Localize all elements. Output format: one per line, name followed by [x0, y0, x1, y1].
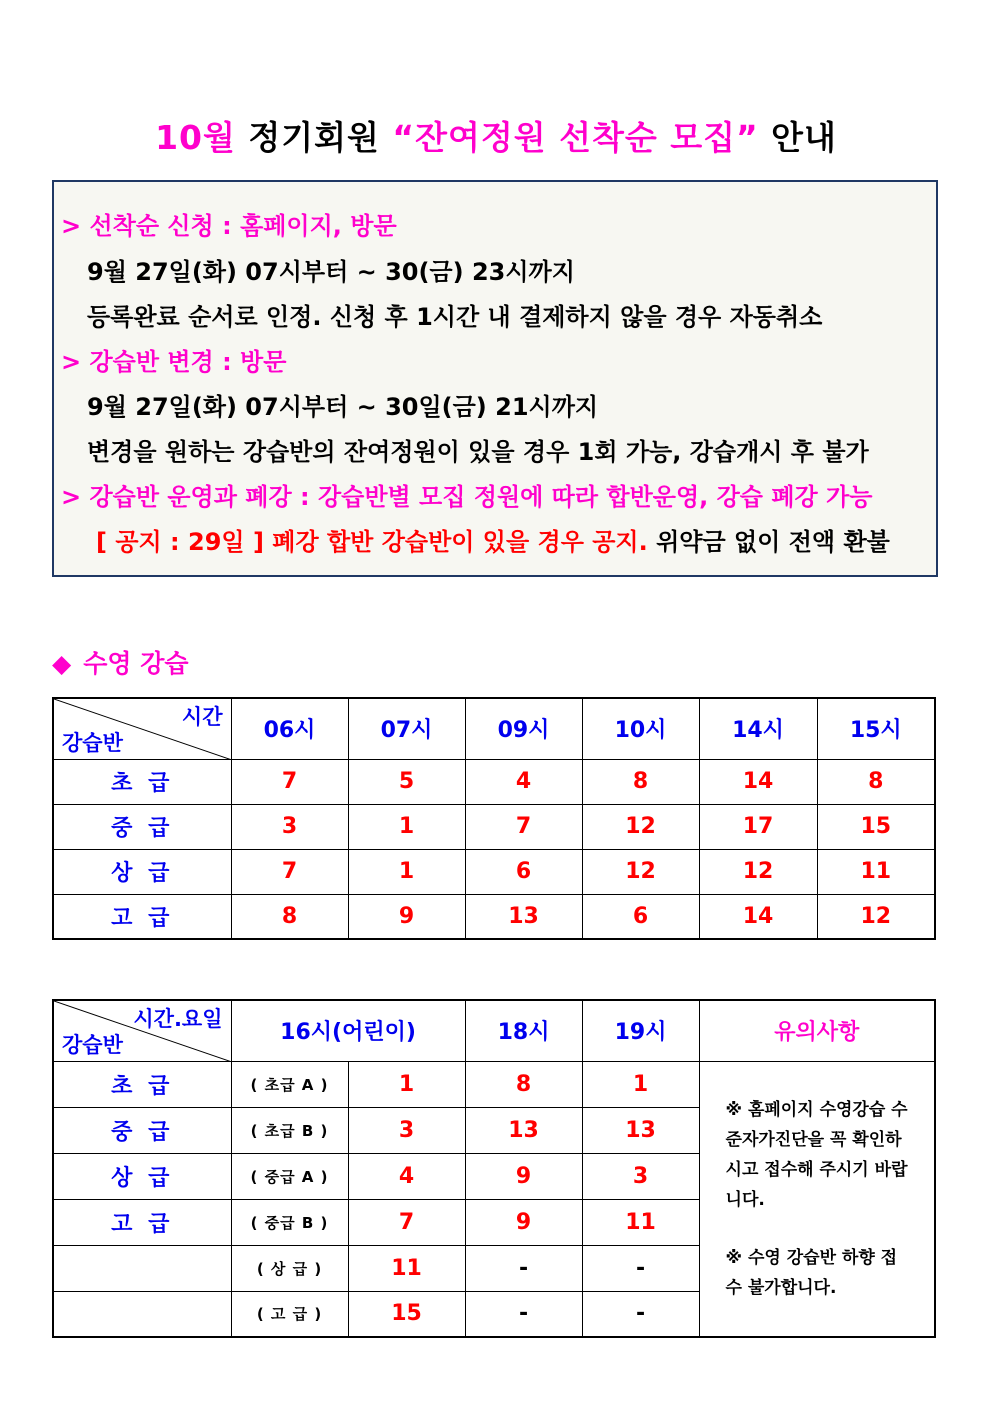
row-label: 상 급 [53, 1153, 231, 1199]
table-cell: 1 [348, 849, 465, 894]
table-cell: 7 [231, 759, 348, 804]
notice-line-5: 9월 27일(화) 07시부터 ~ 30일(금) 21시까지 [87, 393, 599, 421]
row-sublabel: ( 중급 A ) [231, 1153, 348, 1199]
table-cell: - [582, 1245, 699, 1291]
row-sublabel: ( 중급 B ) [231, 1199, 348, 1245]
table-cell: 13 [582, 1107, 699, 1153]
row-sublabel: ( 상 급 ) [231, 1245, 348, 1291]
table1-header: 06시 [231, 698, 348, 759]
notice-line-1 [61, 206, 397, 241]
table2-notes-header: 유의사항 [699, 1000, 935, 1061]
table1-header: 07시 [348, 698, 465, 759]
notice-box [52, 180, 938, 577]
table-cell: 4 [348, 1153, 465, 1199]
table2-corner-cell [53, 1000, 231, 1061]
notice-line-3: 등록완료 순서로 인정. 신청 후 1시간 내 결제하지 않을 경우 자동취소 [87, 303, 823, 331]
table2-header: 19시 [582, 1000, 699, 1061]
table-cell: 14 [699, 894, 817, 939]
table2-header: 18시 [465, 1000, 582, 1061]
table-cell: 17 [699, 804, 817, 849]
table-cell: 5 [348, 759, 465, 804]
table2-corner-class: 강습반 [62, 1032, 123, 1057]
row-label: 상 급 [53, 849, 231, 894]
table-cell: 15 [348, 1291, 465, 1337]
table1-corner-cell [53, 698, 231, 759]
table-cell: 12 [582, 804, 699, 849]
table-cell: 15 [817, 804, 935, 849]
table-cell: 13 [465, 1107, 582, 1153]
title-month: 10월 [155, 118, 236, 157]
title-member: 정기회원 [248, 118, 380, 157]
table-cell: 11 [348, 1245, 465, 1291]
table1-corner-class: 강습반 [62, 730, 123, 755]
table-cell: 11 [817, 849, 935, 894]
table-row [53, 759, 935, 804]
table-cell: 8 [465, 1061, 582, 1107]
row-label: 중 급 [53, 804, 231, 849]
table-cell: 12 [582, 849, 699, 894]
notice-closure-text: [ 공지 : 29일 ] 폐강 합반 강습반이 있을 경우 공지. [96, 528, 648, 556]
table-cell: 6 [582, 894, 699, 939]
table1-header: 09시 [465, 698, 582, 759]
table-cell: 6 [465, 849, 582, 894]
table-cell: 8 [817, 759, 935, 804]
table-cell: 7 [348, 1199, 465, 1245]
table2-corner-time: 시간.요일 [133, 1007, 223, 1031]
row-sublabel: ( 초급 B ) [231, 1107, 348, 1153]
row-label [53, 1291, 231, 1337]
table-row [53, 894, 935, 939]
page-title [0, 112, 992, 159]
notice-line-4: > 강습반 변경 : 방문 [61, 348, 287, 376]
table1-corner-time: 시간 [181, 705, 223, 729]
schedule-table-1 [52, 697, 936, 940]
section-title-text: 수영 강습 [83, 649, 189, 678]
table-row [53, 1061, 935, 1107]
table-cell: 9 [465, 1153, 582, 1199]
table-cell: 9 [465, 1199, 582, 1245]
table-cell: 3 [348, 1107, 465, 1153]
table-cell: 1 [582, 1061, 699, 1107]
table-cell: 3 [231, 804, 348, 849]
table2-header: 16시(어린이) [231, 1000, 465, 1061]
table-cell: 7 [231, 849, 348, 894]
row-label: 고 급 [53, 894, 231, 939]
table-cell: - [465, 1245, 582, 1291]
row-label: 초 급 [53, 759, 231, 804]
row-sublabel: ( 초급 A ) [231, 1061, 348, 1107]
table-cell: 11 [582, 1199, 699, 1245]
table-cell: 9 [348, 894, 465, 939]
table-cell: - [582, 1291, 699, 1337]
table-row [53, 804, 935, 849]
table-cell: - [465, 1291, 582, 1337]
notice-apply-value: 홈페이지, 방문 [240, 212, 397, 240]
table-cell: 13 [465, 894, 582, 939]
table-cell: 8 [231, 894, 348, 939]
notice-line-6: 변경을 원하는 강습반의 잔여정원이 있을 경우 1회 가능, 강습개시 후 불가 [87, 438, 869, 466]
notice-line-7: > 강습반 운영과 폐강 : 강습반별 모집 정원에 따라 합반운영, 강습 폐강 가능 [61, 483, 873, 511]
section-title [52, 644, 189, 680]
table1-header: 15시 [817, 698, 935, 759]
notice-line-8 [96, 522, 890, 557]
notice-apply-label: > 선착순 신청 : [61, 212, 241, 240]
title-highlight: “잔여정원 선착순 모집” [392, 118, 759, 157]
table-row [53, 849, 935, 894]
table-cell: 7 [465, 804, 582, 849]
notice-refund-text: 위약금 없이 전액 환불 [647, 528, 890, 556]
row-label: 중 급 [53, 1107, 231, 1153]
table-cell: 1 [348, 804, 465, 849]
diamond-icon: ◆ [52, 649, 72, 678]
table-cell: 1 [348, 1061, 465, 1107]
table-cell: 14 [699, 759, 817, 804]
table-cell: 12 [699, 849, 817, 894]
table-cell: 8 [582, 759, 699, 804]
note-2: ※ 수영 강습반 하향 접수 불가합니다. [725, 1247, 898, 1298]
table-cell: 4 [465, 759, 582, 804]
table-cell: 12 [817, 894, 935, 939]
note-1: ※ 홈페이지 수영강습 수준자가진단을 꼭 확인하시고 접수해 주시기 바랍니다. [725, 1099, 908, 1210]
row-label [53, 1245, 231, 1291]
row-label: 고 급 [53, 1199, 231, 1245]
title-guide: 안내 [771, 118, 837, 157]
table-cell: 3 [582, 1153, 699, 1199]
notes-cell [699, 1061, 935, 1337]
row-sublabel: ( 고 급 ) [231, 1291, 348, 1337]
schedule-table-2 [52, 999, 936, 1338]
row-label: 초 급 [53, 1061, 231, 1107]
notice-line-2: 9월 27일(화) 07시부터 ~ 30(금) 23시까지 [87, 258, 575, 286]
table1-header: 10시 [582, 698, 699, 759]
table1-header: 14시 [699, 698, 817, 759]
